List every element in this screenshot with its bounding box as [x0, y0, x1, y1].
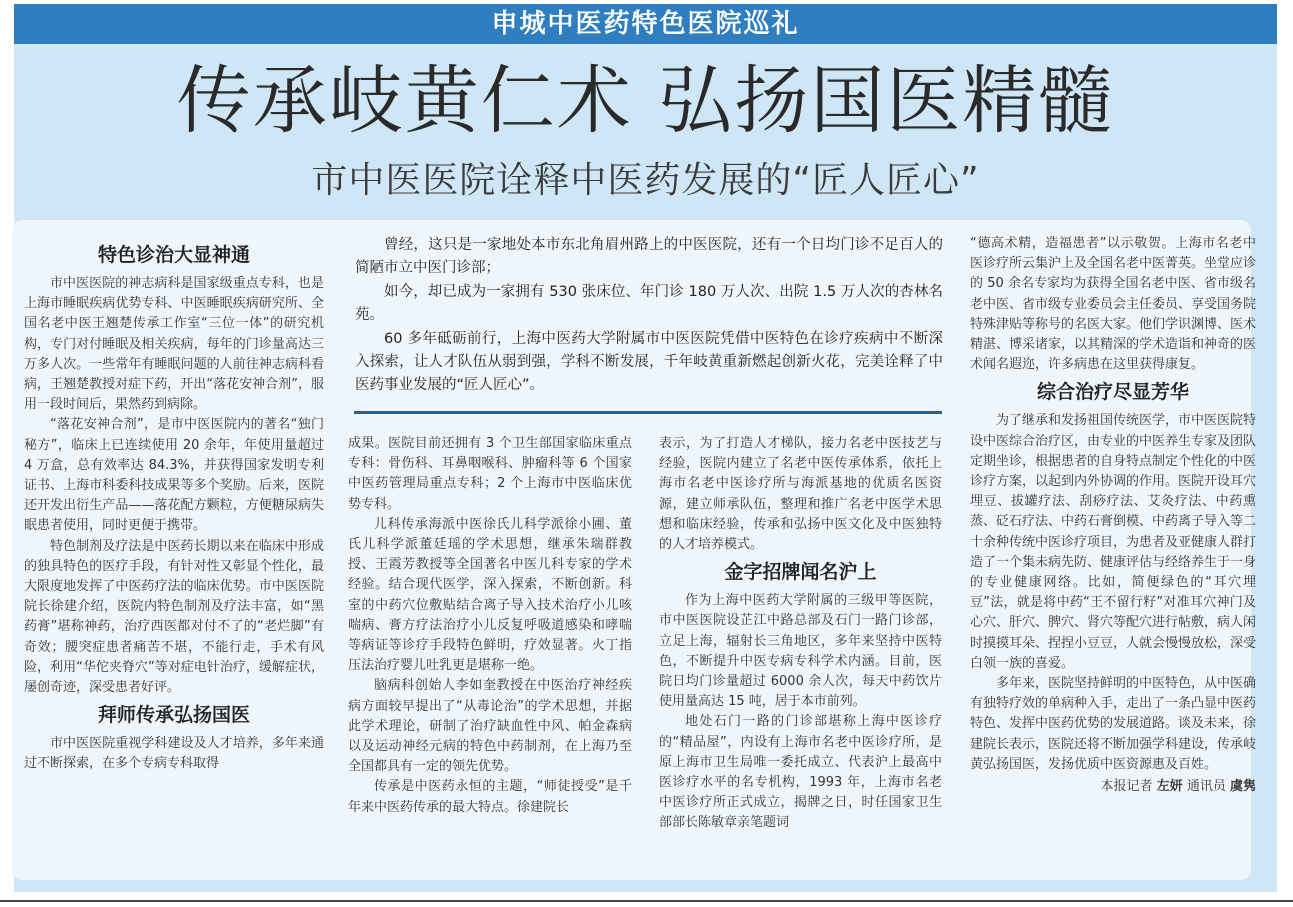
paragraph: 特色制剂及疗法是中医药长期以来在临床中形成的独具特色的医疗手段，有针对性又彰显个性化，最大限度地发挥了中医药疗法的临床优势。市中医医院院长徐建介绍，医院内特色制剂及疗法丰富，如“黑药膏”堪称神药，治疗西医都对付不了的“老烂脚”有奇效；腰突症患者痛苦不堪，不能行走，手术有风险，利用“华佗夹脊穴”等对症电针治疗，缓解症状，屡创奇迹，深受患者好评。 [24, 538, 324, 696]
intro-paragraph: 如今，却已成为一家拥有 530 张床位、年门诊 180 万人次、出院 1.5 万人次的杏林名苑。 [355, 283, 943, 324]
paragraph: “德高术精，造福患者”以示敬贺。上海市名老中医诊疗所云集沪上及全国名老中医菁英。坐堂应诊的 50 余名专家均为获得全国名老中医、省市级名老中医、省市级专业委员会主任委员、享受国务院特殊津贴等称号的名医大家。他们学识渊博、医术精湛、博采诸家，以其精深的学术造诣和神奇的医术闻名遐迩，许多病患在这里获得康复。 [970, 236, 1256, 373]
paragraph: 传承是中医药永恒的主题，“师徒授受”是千年来中医药传承的最大特点。徐建院长 [348, 779, 632, 815]
section-heading: 特色诊治大显神通 [97, 244, 250, 266]
column-3 [659, 434, 942, 880]
intro-block [355, 234, 943, 398]
column-2 [348, 434, 632, 880]
subheadline: 市中医医院诠释中医药发展的“匠人匠心” [311, 160, 980, 201]
paragraph: 儿科传承海派中医徐氏儿科学派徐小圃、董氏儿科学派董廷瑶的学术思想，继承朱瑞群教授、王霞芳教授等全国著名中医儿科专家的学术经验。结合现代医学，深入探索，不断创新。科室的中药穴位敷贴结合离子导入技术治疗小儿咳喘病、膏方疗法治疗小儿反复呼吸道感染和哮喘等病证等诊疗手段特色鲜明，疗效显著。火丁指压法治疗婴儿吐乳更是堪称一绝。 [348, 516, 632, 674]
byline-prefix: 本报记者 [1100, 779, 1153, 795]
section-heading: 综合治疗尽显芳华 [1036, 381, 1189, 404]
paragraph: 多年来，医院坚持鲜明的中医特色，从中医确有独特疗效的单病种入手，走出了一条凸显中医药特色、发挥中医药优势的发展道路。谈及未来，徐建院长表示，医院还将不断加强学科建设，传承岐黄弘扬国医，发扬优质中医资源惠及百姓。 [970, 676, 1256, 772]
paragraph: “落花安神合剂”，是市中医医院内的著名“独门秘方”，临床上已连续使用 20 余年，年使用量超过 4 万盒，总有效率达 84.3%，并获得国家发明专利证书、上海市科委科技成果等多个奖励。后来，医院还开发出衍生产品——落花配方颗粒，方便糖尿病失眠患者使用，同时更便于携带。 [24, 417, 324, 534]
bottom-rule [0, 900, 1293, 902]
paragraph: 地处石门一路的门诊部堪称上海中医诊疗的“精品屋”，内设有上海市名老中医诊疗所，是原上海市卫生局唯一委托成立、代表沪上最高中医诊疗水平的名专机构，1993 年，上海市名老中医诊疗所正式成立，揭牌之日，时任国家卫生部部长陈敏章亲笔题词 [659, 714, 942, 831]
correspondent-name: 虞隽 [1229, 779, 1256, 795]
paragraph: 作为上海中医药大学附属的三级甲等医院，市中医医院设芷江中路总部及石门一路门诊部，立足上海，辐射长三角地区，多年来坚持中医特色，不断提升中医专病专科学术内涵。目前，医院日均门诊量超过 6000 余人次，每天中药饮片使用量高达 15 吨，居于本市前列。 [659, 593, 942, 710]
headline: 传承岐黄仁术 弘扬国医精髓 [176, 58, 1115, 144]
intro-paragraph: 60 多年砥砺前行，上海中医药大学附属市中医医院凭借中医特色在诊疗疾病中不断深入探索，让人才队伍从弱到强，学科不断发展，千年岐黄重新燃起创新火花，完美诠释了中医药事业发展的“匠人匠心”。 [355, 330, 943, 394]
section-banner: 申城中医药特色医院巡礼 [14, 4, 1277, 44]
paragraph: 市中医医院的神志病科是国家级重点专科，也是上海市睡眠疾病优势专科、中医睡眠疾病研究所、全国名老中医王翘楚传承工作室“三位一体”的研究机构，专门对付睡眠及相关疾病，每年的门诊量高达三万多人次。一些常年有睡眠问题的人前往神志病科看病，王翘楚教授对症下药，开出“落花安神合剂”，服用一段时间后，果然药到病除。 [24, 276, 324, 413]
divider-rule [354, 411, 942, 414]
section-heading: 金字招牌闻名沪上 [724, 561, 877, 584]
paragraph: 表示，为了打造人才梯队，接力名老中医技艺与经验，医院内建立了名老中医传承体系，依托上海市名老中医诊疗所与海派基地的优质名医资源，建立师承队伍，整理和推广名老中医学术思想和临床经验，传承和弘扬中医文化及中医独特的人才培养模式。 [659, 436, 942, 553]
byline [970, 777, 1256, 797]
paragraph: 脑病科创始人李如奎教授在中医治疗神经疾病方面较早提出了“从毒论治”的学术思想，并据此学术理论，研制了治疗缺血性中风、帕金森病以及运动神经元病的特色中药制剂，在上海乃至全国都具有一定的领先优势。 [348, 678, 632, 775]
paragraph: 成果。医院目前还拥有 3 个卫生部国家临床重点专科：骨伤科、耳鼻咽喉科、肿瘤科等 6 个国家中医药管理局重点专科；2 个上海市中医临床优势专科。 [348, 436, 632, 512]
paragraph: 市中医医院重视学科建设及人才培养，多年来通过不断探索，在多个专病专科取得 [24, 736, 324, 772]
column-1 [24, 238, 324, 878]
reporter-name: 左妍 [1156, 779, 1183, 795]
byline-mid: 通讯员 [1186, 779, 1226, 795]
column-4 [970, 234, 1256, 880]
section-heading: 拜师传承弘扬国医 [97, 704, 250, 727]
intro-paragraph: 曾经，这只是一家地处本市东北角眉州路上的中医医院，还有一个日均门诊不足百人的简陋市立中医门诊部； [355, 237, 943, 277]
paragraph: 为了继承和发扬祖国传统医学，市中医医院特设中医综合治疗区，由专业的中医养生专家及团队定期坐诊，根据患者的自身特点制定个性化的中医诊疗方案，以起到内外协调的作用。医院开设耳穴埋豆、拔罐疗法、刮痧疗法、艾灸疗法、中药熏蒸、砭石疗法、中药石膏倒模、中药离子导入等二十余种传统中医诊疗项目，为患者及亚健康人群打造了一个集未病先防、健康评估与经络养生于一身的专业健康网络。比如，简便绿色的“耳穴埋豆”法，就是将中药“王不留行籽”对准耳穴神门及心穴、肝穴、脾穴、肾穴等配穴进行帖敷，病人闲时摸摸耳朵、捏捏小豆豆，人就会慢慢放松，深受白领一族的喜爱。 [970, 413, 1256, 671]
